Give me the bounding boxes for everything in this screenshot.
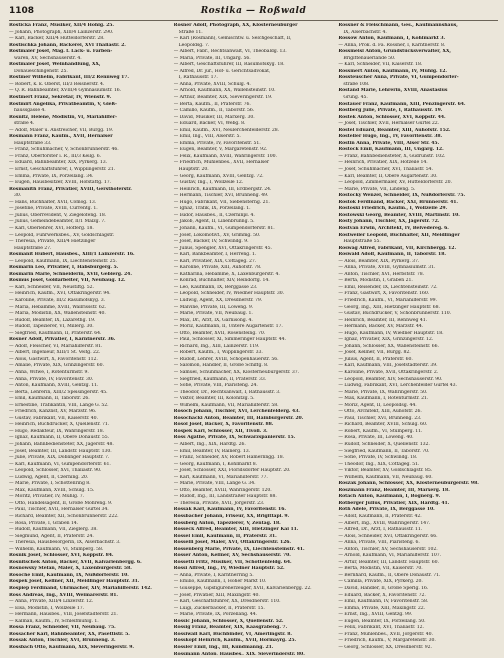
directory-entry: — Viktor, Beamter, III, Kolonitzg. 5. [173, 396, 255, 402]
directory-entry: — Josef, Bäcker, IV, Schwindg. 9. [173, 239, 249, 245]
directory-entry: — Camilla, Private, XIX, Pyrkerg. 20. [338, 579, 423, 585]
directory-entry: — Ludwig, Agent, XX, Dresdnerstr. 79. [173, 297, 263, 303]
directory-entry: — Hugo, Redakteur, IX, Währingerstr. 18. [9, 428, 105, 434]
directory-entry: — Heinrich, Beamter, III, Rennweg 41. [338, 317, 427, 323]
columns [9, 23, 498, 655]
directory-entry: — Felix, Fabrikant, XVI, Thaliastr. 12. [338, 625, 424, 631]
directory-entry: — Josefine, Private, XVIII, Currentg. 1. [9, 206, 98, 212]
directory-entry: Roszmann Franz, Beamter, III, Marxerg. 18. [338, 487, 450, 493]
directory-entry: — Julius, Gemeindebeamter, II/1 Malzg. 7. [9, 219, 106, 225]
directory-entry: — Adolf, Maler u. Anstreicher, VII, Burgg. 19. [9, 127, 114, 133]
directory-entry: Rostberg Julie, Private, I, Rathausstr. 19. [338, 108, 443, 114]
directory-entry: — Rudolf, Lehrer, XVIII, Schopenhauerstr. 56. [173, 356, 279, 362]
directory-entry: — Anton, Kaufmann, XVIII, Gentzg. 11. [9, 383, 99, 389]
directory-entry: — Georg, Schlosser, XX, Dresdnerstr. 92. [338, 644, 432, 650]
directory-entry: Donaueschingenstr. 25. [14, 68, 68, 74]
directory-entry: Grüng. 45. [343, 95, 368, 101]
directory-entry: — Rosa, Private, I, Graben 14. [9, 520, 79, 526]
directory-entry: — Emil, Ing., VIII, Alserstr. 5. [173, 134, 241, 140]
directory-entry: — Karl, Schneider, VII, Neustiftg. 52. [9, 284, 94, 290]
directory-entry: Rosochacki Anton, Beamter, III, Hainburgerstr. 20. [173, 415, 304, 421]
directory-entry: — Richard, Beamter, XII, Schönbrunnerstr. 222. [9, 514, 119, 520]
directory-entry: Hauptstraße 27. [14, 245, 52, 251]
directory-entry: — Viktor, Beamter, XV, Goldschlagstr. 85. [338, 468, 433, 474]
directory-entry: Rosoche Emil, Kaufmann, IX, Nußdorferstr. 10. [9, 572, 129, 578]
directory-entry: — Anna, Private, IV, Favoritenstr. 30. [9, 376, 94, 382]
running-title: Rostika — Roßwald [200, 6, 307, 16]
directory-entry: Rosmann Franz, Kaufm., XVII, Hernalser [9, 134, 113, 140]
directory-entry: — Karl, Privatier, XIX, Cottageg. 27. [173, 258, 257, 264]
directory-entry: Rossak Anton, Tischler, XVI, Brunneng. 3. [9, 638, 116, 644]
directory-entry: Rossa Franz, Schneider, VII, Neubaug. 75. [9, 625, 116, 631]
directory-entry: — Paul, Schlosser, XI, Simmeringer Hauptstr. 44. [173, 337, 286, 343]
directory-entry: — Franz, Mühlenbes., XVII, Jörgerstr. 40. [338, 631, 433, 637]
directory-entry: — Georg, Kaufmann, XVIII, Gentzg. 72. [173, 173, 264, 179]
directory-entry: Rosmarin Leo, Privatier, I, Habsburgerg. 5. [9, 265, 119, 271]
directory-entry: — Friedrich, Kanzlist, XV, Märzstr. 96. [9, 409, 97, 415]
directory-entry: Rosnik Josef, Schlosser, XVI, Koppstr. 84. [9, 553, 114, 559]
directory-entry: — Heinrich, Kaufmann, III, Erdbergstr. 24. [173, 186, 272, 192]
directory-entry: — Moriz, Kaufmann, II, Untere Augartenstr. 17. [173, 324, 283, 330]
directory-entry: — Rosa, Private, III, Löweng. 40. [338, 435, 414, 441]
directory-entry: — Richard, Beamter, XVIII, Schulg. 60. [338, 422, 428, 428]
page-number: 1108 [9, 6, 35, 16]
directory-entry: — Emil, Kaufmann, II, Taborstr. 26. [9, 396, 90, 402]
directory-entry: — Anna, Witwe, I, Rotenturmstr. 9. [9, 369, 89, 375]
directory-entry: — Hermann, Bäcker, XV, Märzstr. 44. [338, 324, 424, 330]
directory-entry: — Leopold, Zimmermaler, XV, Hütteldorferstr. 20. [338, 180, 452, 186]
directory-entry: — Theresia, Private, XVII, Jörgerstr. 23. [173, 500, 265, 506]
directory-entry: — Otto, Beamter, XVII, Rosensteing. 70. [173, 330, 266, 336]
directory-entry: — Friedrich, Kaufm., V, Margaretenstr. 30. [338, 638, 436, 644]
directory-entry: Rosoch Johann, Tischler, XVI, Lerchenfelderg. 43. [173, 409, 300, 415]
directory-entry: — Josef, Kellner, VII, Burgg. 82. [338, 350, 411, 356]
directory-entry: Rossner & Fleischmann, Ges., Kaufmannshaus, [338, 23, 458, 28]
directory-entry: Ross Agathe, Private, IX, Schwarzspanierstr. 15. [173, 435, 296, 441]
directory-entry: — Anna, Private, XIII/4 Linzerstr. 12. [9, 599, 94, 605]
directory-entry: — Ignaz, Privatier, XIX, Grinzingerstr. 12. [338, 337, 434, 343]
directory-entry: — Johann, Bahnbediensteter, XX, Jägerstr. 48. [9, 442, 114, 447]
directory-entry: — Otto, Beamter, XVIII, Währingerstr. 120. [173, 487, 272, 493]
directory-entry: waren, XV, Sechshauserstr. 4. [14, 55, 82, 61]
directory-entry: — Hermann, Tischler, XVI, Brunneng. 49. [173, 193, 269, 199]
directory-entry: — Bernhard, Kaufm., II, Obere Donaustr. 71. [338, 572, 441, 578]
directory-entry: Rossig Franz, Beamter, XIX, Kaasgrabeng. 7. [173, 625, 288, 631]
directory-entry: — Emilio, Kaufmann, I, Hoher Markt 10. [173, 579, 267, 585]
directory-entry: Roszak Johann, Schlosser, XX, Klosterneuburgerstr. 98. [338, 481, 479, 487]
directory-entry: — Julius, Agent, II, Praterstr. 60. [338, 356, 413, 362]
directory-entry: Rostocky Wenzel, Schneider, IX, Nußdorferstr. 75. [338, 193, 466, 199]
directory-entry: — Theresia, Private, XIII/4 Hietzinger [9, 239, 96, 245]
directory-entry: — Leopold, Schneider, IV, Wiedner Hauptstr. 30. [173, 291, 285, 297]
directory-entry: — Max, Kaufmann, I, Rotenturmstr. 21. [338, 396, 429, 402]
directory-entry: — Anna, Prok. d. Fa. Rossner, I, Kärntnerstr. 8. [338, 42, 446, 48]
directory-entry: — Q. R. Bahnbeamter, XVIII/4 Gymnasiumstr. 16. [9, 88, 122, 94]
directory-entry: — Max, Dr., Arzt, IX, Garnisong. 4. [173, 317, 253, 323]
directory-entry: Rossenberg Marie, Private, IX, Liechtensteinstr. 41. [173, 546, 305, 552]
directory-entry: Rostvan Erwin, Architekt, IV, Belvedereg. 6. [338, 225, 449, 231]
directory-entry: — Franz, Schuhmacher, V, Schönbrunnerstr. 46. [9, 147, 119, 153]
directory-entry: Rossbach Otto, Kaufmann, XIX, Sieveringerstr. 9. [9, 644, 134, 650]
directory-entry: Rosselli Josef, Maler, XVI, Ottakringerstr. 126. [173, 540, 291, 546]
directory-entry: Rostischka Johann, Bäckerei, XVI Thaliastr. 2. [9, 42, 126, 48]
directory-entry: — Emil, Beamter, IV, Rainerg. 13. [173, 448, 251, 454]
directory-entry: — Alois, Beamter, XIX, Pyrkerg. 37. [338, 258, 420, 264]
directory-entry: — David, Händler, II, Große Sperlg. 16. [338, 586, 429, 592]
directory-entry: — Elsa, Modistin, I, Wollzeile 17. [9, 605, 85, 611]
directory-entry: Rosskopf Heinrich, Kaufm., XVII, Hormayrg. 25. [173, 638, 297, 644]
directory-entry: Rosner Adolf, Photograph, XX, Klosterneuburger [173, 23, 298, 28]
directory-entry: Rospek Karl, Schlosser, XII, Tivoli. 3. [173, 428, 268, 434]
directory-entry: — Leo, Kaufmann, IX, Berggasse 23. [173, 284, 258, 290]
directory-entry: — Josef, Tischler, XVII, Hernalser Gürtel 22. [338, 121, 440, 127]
directory-entry: Rostowski Georg, Beamter, XVIII, Martinstr. 10. [338, 212, 460, 218]
directory-entry: — Albert, Ing., XVIII, Währingerstr. 147. [338, 520, 431, 526]
directory-entry: — Emil, Kaufmann, IV, Favoritenstr. 58. [338, 599, 429, 605]
directory-entry: — Ludwig, Agent, II, Czerning. 20. [9, 474, 89, 480]
directory-entry: Hauptstr. 20. [178, 167, 209, 173]
directory-entry: — Franz, Schneider, XV, Robert Hamerlingg. 18. [173, 455, 285, 461]
column-3 [338, 23, 498, 655]
directory-entry: — Theodor, Ing., XIX, Cottageg. 51. [338, 461, 420, 467]
directory-entry: Rostmert Franz, Sekretär, IV, Wienstr. 9. [9, 95, 112, 101]
directory-entry: — Heinrich, Buchdrucker, X, Quellenstr. 71. [9, 422, 110, 428]
directory-entry: — Anton, Tischler, XV, Sechshauserstr. 102. [338, 546, 438, 552]
directory-entry: — Gustav, Fabrikant, VII, Kaiserstr. 40. [9, 415, 98, 421]
directory-entry: — Marie, Private, VII, Lindeng. 5. [338, 186, 416, 192]
directory-entry: — Julius, Spengler, XVI, Ottakringerstr. 45. [173, 245, 272, 251]
directory-entry: — Karoline, Private, XIII, Auhofstr. 78. [173, 265, 262, 271]
directory-entry: — Karl, Bankbeamter, I, Herreng. 1. [173, 252, 257, 258]
directory-entry: Rossel Emil, Kaufmann, II, Praterstr. 31. [173, 533, 277, 539]
directory-entry: — Josef, Schlosser, XXI, Floridsdorfer Hauptstr. 20. [173, 468, 291, 474]
directory-entry: — Georg, Ing., XIII, Hietzinger Hauptstr. 68. [338, 304, 440, 310]
directory-entry: — Johann, Schlosser, XX, Wallensteinstr. 66. [338, 343, 439, 349]
directory-entry: — Gustav, Ing., I, Wollzeile 12. [173, 180, 244, 186]
directory-entry: — Albert, Fabr., Rechtsanwalt, VI, Theobaldg. 13. [173, 49, 287, 55]
directory-entry: — Julie, Private, XIX, Döblinger Hauptstr. 7. [9, 455, 110, 461]
directory-entry: — Johann, Kaufm., VI, Gumpendorferstr. 81. [173, 225, 275, 231]
directory-entry: — Maria, Hebamme, XVIII, Wallrissstr. 62. [9, 304, 106, 310]
directory-entry: Rosty Johann, Tischler, XX, Jägerstr. 72. [338, 219, 440, 225]
directory-entry: — Felix, Kaufmann, XVIII, Währingerstr. 100. [173, 153, 277, 159]
directory-entry: Rossteuscher Anna, Private, VI, Gumpendorfer- [338, 75, 459, 81]
directory-entry: Straße 11. [178, 29, 203, 35]
directory-entry: — Otto, Handelsagent, II, Große Mohreng. 9. [9, 500, 113, 506]
directory-entry: — Arnold, Kaufmann, VI, Mariahilferstr. 107. [338, 553, 441, 559]
directory-entry: — Konrad, Buchhalter, XIV, Reindorfg. 14. [173, 278, 270, 284]
directory-entry: Rossbacher Johann, Friseur, XX, Brigittapl. 9. [173, 514, 290, 520]
directory-entry: — Maria, Modistin, XX, Wallensteinstr. 40. [9, 311, 106, 317]
directory-entry: haussgasse 4. [14, 108, 46, 114]
directory-entry: Rosser Anton, Kellner, XV, Sechshauserstr. 70. [173, 553, 291, 559]
directory-entry: — Adolf, Fleischer, VI, Mariahilferstr. 81. [9, 343, 103, 349]
directory-entry: — Moriz, Agent, II, Leopoldsg. 44. [338, 402, 417, 408]
directory-entry: Rosnitz, Helene, Modistin, VI, Mariahilfer- [9, 114, 117, 120]
directory-entry: — Marie, Private, VII, Neubaug. 1. [173, 311, 253, 317]
directory-entry: — Siegfried, Kaufmann, II, Taborstr. 70. [338, 448, 430, 454]
directory-entry: — Robert, Kaufm., VI, Stumperg. 11. [338, 428, 423, 434]
directory-entry: — Arnold, Kaufmann, XX, Wallensteinstr. 10. [173, 88, 276, 94]
directory-entry: Rostauer Franz, Kaufmann, XIII, Penzingerstr. 64. [338, 101, 466, 107]
directory-entry: — Josef, Beamter, III, Landstr. Hauptstr. 130. [9, 448, 112, 454]
directory-entry: — Moritz, Privatier, IV, Mühlg. 7. [9, 494, 84, 500]
directory-entry: — Ignaz, Kaufmann, II, Obere Donaustr. 55. [9, 435, 110, 441]
directory-entry: — Heinrich, Kaufm., XVI, Ottakringerstr. 94. [9, 291, 111, 297]
directory-entry: Rosmus Josef, Goldarbeiter, VII, Neubaug. 12. [9, 278, 126, 284]
directory-entry: — Malvine, Private, III, Löweng. 9. [173, 304, 254, 310]
directory-entry: Rossak Karl, Kaufmann, IV, Favoritenstr. 16. [173, 507, 286, 513]
directory-entry: Ross Andreas, Ing., XVIII, Weimarerstr. 81. [9, 592, 118, 598]
directory-entry: — Salomon, Händler, II, Große Schiffg. 8. [173, 363, 269, 369]
directory-entry: — Alfred, Dr., Arzt, I, Rathausstr. 11. [338, 527, 423, 533]
directory-entry: — Ernst, Geschäftsführer, I, Wipplingerstr. 21. [9, 167, 115, 173]
directory-entry: Rossler Emil, Ing., III, Kundmanng. 21. [173, 644, 274, 650]
directory-entry: straße 4. [14, 121, 35, 127]
directory-entry: Rosol Josef, Bäcker, X, Favoritenstr. 88. [173, 422, 274, 428]
directory-entry: — Hermann, Hausbes., VIII, Josefstädterstr. 21. [9, 612, 118, 618]
directory-entry: — Siegfried, Kaufmann, II, Praterstr. 33. [173, 376, 267, 382]
directory-entry: — Karl, Geschäftsführer, XX, Dresdnerstr. 110. [173, 599, 281, 605]
directory-entry: Rossmert Anton, Kaufmann, IV, Mühlg. 12. [338, 68, 447, 74]
directory-entry: — Gustav, Buchdrucker, V, Schönbrunnerstr. 110. [338, 311, 452, 317]
directory-entry: — Karl (Rosmann), Gemischtw. u. Selchgeschäft, II, [173, 36, 292, 42]
directory-entry: — Giuseppe, Gipsfigurenerzeuger, XVII, Kalvarienbergg. 22. [173, 586, 312, 592]
directory-entry: — Emma, Private, IV, Favoritenstr. 51. [173, 140, 261, 146]
directory-entry: Rossic Johann, Schlosser, X, Quellenstr. 52. [173, 618, 284, 624]
directory-entry: — Sofie, Private, VIII, Piaristeng. 24. [173, 383, 258, 389]
directory-entry: — Rudolf, Beamter, IX, Lazarethg. 19. [9, 317, 96, 323]
directory-entry: — Hans, Buchhalter, XVII, Comög. 13. [9, 199, 97, 205]
directory-entry: Rostička Franz, Musiker, XII/4 Hohlg. 25. [9, 23, 114, 28]
directory-entry: — Rudolf, Ing., III, Landstraßer Hauptstr. 88. [173, 494, 277, 500]
directory-entry: — Anna, Private, I, Kärntnerring 5. [173, 572, 254, 578]
directory-entry: — Albert, Ing., XIX, Hardtg. 26. [173, 442, 246, 447]
directory-entry: — Theresia, Hausbesorgerin, IX, Alserbachstr. 3. [9, 540, 121, 546]
directory-entry: Rosnowsky Stefan, Maler, X, Laxenburgerstr. 58. [9, 566, 132, 572]
directory-entry: Rostok Ferdinand, Bäcker, XXI, Brünnerstr. 41. [338, 199, 458, 205]
directory-entry: — Marie, Private, IX, Währingerstr. 50. [338, 389, 428, 395]
directory-entry: — Theodor, Dr., Rechtsanwalt, I, Rathausstr. 3. [173, 389, 281, 395]
directory-entry: — Arthur, Beamter, XIX, Sieveringerstr. 19. [173, 95, 273, 101]
column-1 [9, 23, 169, 655]
directory-entry: Rostweiler Leopold, Buchhalter, XII, Meidlinger [338, 232, 460, 238]
directory-entry: — Leopold, Kaufmann, IX, Liechtensteinstr. 25. [9, 258, 117, 264]
directory-entry: — Rudolf, Schneider, X, Quellenstr. 132. [338, 442, 430, 447]
directory-entry: — Albert, Geschäftsführer, III, Rasumofskyg. 18. [173, 62, 285, 68]
directory-entry: Rosmanit Hubert, Hausbes., XIII/1 Lainzerstr. 16. [9, 252, 135, 258]
directory-entry: — Franz, Bahnbediensteter, X, Gudrunstr. 102. [338, 153, 446, 159]
directory-entry: Hauptstraße 33. [14, 140, 52, 146]
directory-entry: — Karl, Bäcker, XIII/4 Hütteldorferstr. 28. [9, 36, 105, 42]
directory-entry: Brigittenauerlände 50. [343, 55, 396, 61]
directory-entry: 30. [14, 193, 22, 199]
directory-entry: — Ignaz, Trafik, IX, Porzellang. 1. [173, 206, 251, 212]
directory-entry: Rosner Adolf, Privatier, I, Kärntnerstr. 36. [9, 337, 116, 343]
directory-entry: Rossmeisl Anton, Grundstücksverwalter, XX, [338, 49, 451, 55]
directory-entry: — Karl, Beamter, II, Obere Augartenstr. 30. [338, 173, 438, 179]
directory-entry: — Friedrich, Kaufm., VI, Mariahilferstr. 99. [338, 297, 437, 303]
directory-entry: — Sofie, Private, IV, Schwindg. 18. [338, 455, 418, 461]
directory-entry: — Wilhelm, Kaufmann, VI, Stumperg. 58. [9, 546, 104, 552]
directory-entry: — Leopold, Fuhrwerksbes., XV, Goldschlagstr. [9, 232, 115, 238]
directory-entry: Rossi Alfred, Ing., IV, Wiedner Hauptstr. 52. [173, 566, 285, 572]
directory-entry: Rotberger Julius, Privatier, XIX, Hardtg. 41. [338, 500, 450, 506]
directory-entry: Hauptstraße 55. [343, 239, 381, 245]
directory-entry: — Karl, Kaufmann, VI, Mariahilferstr. 77. [173, 474, 268, 480]
directory-entry: — Ludwig, Fabrikant, XVI, Lerchenfelder Gürtel 43. [338, 383, 457, 389]
directory-entry: Rossacher Karl, Bahnbeamter, XX, Pasettistr. 5. [9, 631, 130, 637]
directory-entry: — Berta, Kaufm., II, Praterstr. 76. [173, 101, 251, 107]
directory-entry: — Franz, Gastwirt, X, Favoritenstr. 160. [338, 291, 430, 297]
directory-entry: — Emil, Kaufm., XVI, Neulerchenfelderstr. 28. [173, 127, 280, 133]
directory-entry: Rossow Anton, Kaufmann, I, Kohlmarkt 3. [338, 36, 446, 42]
directory-entry: — Anna, Private, XVIII, Gymnasiumstr. 31. [338, 265, 436, 271]
directory-entry: Rostel Eduard, Beamter, XIII, Auhofstr. 152. [338, 127, 451, 133]
directory-entry: — Max, Kaufmann, XVIII, Schulg. 15. [9, 487, 95, 493]
directory-entry: — Siegfried, Kaufmann, II, Praterstr. 64. [9, 330, 102, 336]
directory-entry: — Eduard, Bäcker, VI, Webg. 8. [173, 121, 246, 127]
directory-entry: Rospek Josef, Kellner, XII, Meidlinger Hauptstr. 31. [9, 579, 140, 585]
directory-entry: — Karoline, Private, XVII, Ottakringerstr. 2. [338, 369, 439, 375]
directory-entry: I, Rathausstr. 17. [178, 75, 218, 81]
directory-entry: — Ernestine, Trafikantin, VIII, Lange G. 52. [9, 402, 109, 408]
directory-entry: — Hugo, Kaufmann, IV, Wiedner Hauptstr. 18. [338, 330, 444, 336]
directory-entry: — Franz, Oberförster i. R., III/3 Keilg. 6. [9, 153, 101, 159]
directory-entry: — Anna, Private, VIII, Piaristeng. 6. [338, 540, 420, 546]
directory-entry: — Karl, Kaufmann, VIII, Josefstädterstr. 39. [338, 363, 438, 369]
directory-entry: — Marie, Private, VIII, Lange G. 34. [173, 481, 256, 487]
directory-entry: — Josef, Schuhmacher, XVI, Thaliastr. 54. [338, 167, 433, 173]
directory-entry: Rostand Marie, Lehrerin, XVIII, Anastasius [338, 88, 448, 94]
directory-entry: — Berta, Modistin, VII, Kaiserstr. 70. [338, 566, 423, 572]
directory-entry: — Marie, Private, IX, Porzellang. 44. [173, 612, 258, 618]
directory-entry: — Eduard, Bahnbeamter, XIX, Pyrkerg. 13. [9, 160, 108, 166]
directory-entry: Roswag Alfred, Fabrikant, VII, Kirchbergg. 12. [338, 245, 457, 251]
page-header [9, 6, 498, 21]
directory-entry: — Emma, Private, IX, Porzellang. 34. [9, 173, 94, 179]
directory-entry: — Josef, Lokomotivf., XV, Grimmg. 50. [173, 232, 261, 238]
directory-entry: Rosmanith Franz, Privatier, XVIII, Gersthoferstr. [9, 186, 132, 192]
directory-entry: — Alois, Schneider, XVI, Ottakringerstr. 66. [338, 533, 438, 539]
directory-entry: — Heinrich, Privatier, XIX, Hofzeile 14. [338, 160, 428, 166]
directory-entry: Rostmaier Josef, Mag. f. Lack- u. Farben- [9, 49, 113, 55]
directory-entry: — Anton, Tischler, XVI, Herbststr. 78. [338, 271, 424, 277]
directory-entry: — Emma, Private, XIII, Maxingstr. 22. [338, 605, 426, 611]
directory-entry: Rossetti Fritz, Musiker, VII, Schottenfeldg. 64. [173, 559, 292, 565]
directory-entry: Rossberg Anton, Tapezierer, V, Zentag. 18. [173, 520, 281, 526]
directory-entry: Rostoski Friedrich, Kaufm., I, Wollzeile 29. [338, 206, 448, 212]
directory-entry: — Eduard, Bäcker, X, Favoritenstr. 72. [338, 592, 426, 598]
directory-entry: Rostek Anton, Schlosser, XVI, Koppstr. 44. [338, 114, 446, 120]
directory-entry: — Camillo, Kaufm., II, Taborstr. 56. [173, 108, 255, 114]
directory-entry: — Marie, Private, I, Schottenring 8. [9, 481, 91, 487]
directory-entry: — Emil, Reisender, IX, Liechtensteinstr. 72. [338, 284, 438, 290]
directory-entry: — Artur, Beamter, III, Landstr. Hauptstr. 60. [338, 559, 439, 565]
directory-entry: — Hugo, Fabrikant, VII, Siebensterng. 21. [173, 199, 270, 205]
directory-entry: — Julius, Oberrevident, V, Ziegelofeng. 18. [9, 212, 107, 218]
directory-entry: — Albert, Ingenieur, XIII/1 St. Veitg. 22. [9, 350, 101, 356]
directory-entry: IX, Alserbachstr. 4. [343, 29, 387, 35]
directory-entry: — Georg, Kaufmann, I, Kohlmarkt 8. [173, 461, 257, 467]
directory-entry: — Maria, Private, III, Ungarg. 56. [173, 55, 251, 61]
directory-entry: Rostin Anna, Private, VIII, Alser Str. 45. [338, 140, 440, 146]
directory-entry: — Leopold, Schlosser, XVI, Thaliastr. 90. [9, 468, 102, 474]
directory-entry: — Richard, Ing., XIII, Lainzerstr. 119. [173, 343, 260, 349]
directory-entry: — Robert, Kaufm., I, Wipplingerstr. 33. [173, 350, 263, 356]
directory-entry: — Eugen, Hausbesitzer, XVIII, Hofstattg. 17. [9, 180, 112, 186]
directory-entry: Rotach Anton, Kaufmann, I, Bognerg. 9. [338, 494, 441, 500]
directory-entry: — Leopold, Beamter, XIV, Sechshauserstr. 90. [338, 376, 443, 382]
directory-entry: Rosteller Hugo, Ing., IV, Favoritenstr. 38. [338, 134, 443, 140]
directory-entry: — Isidor, Hausbes., II, Czerninpl. 4. [173, 212, 255, 218]
directory-entry: — Paul, Tischler, XVI, Brunneng. 23. [338, 415, 422, 421]
directory-entry: Leopoldsg. 7. [178, 42, 210, 48]
directory-entry: Rosmarin Marie, Schneiderin, XVII, Geblerg. 24. [9, 271, 132, 277]
directory-entry: Rospiep Ferdinand, Uhrmacher, XIV, Mariahilferstr. 142. [9, 586, 152, 592]
directory-entry: — Eugen, Beamter, V, Margaretenstr. 92. [173, 147, 268, 153]
directory-entry: Roth Adele, Private, IX, Berggasse 10. [338, 507, 435, 513]
directory-entry: — Friedrich, Mühlenbes., XVII, Hernalser [173, 160, 270, 166]
directory-entry: — Josef, Privatier, XIII, Maxingstr. 40. [173, 592, 260, 598]
directory-entry: Rostmer Wilhelm, Fabrikant, III/2 Rennweg 17. [9, 75, 129, 81]
directory-entry: — Otto, Architekt, XIII, Auhofstr. 26. [338, 409, 422, 415]
directory-entry: — Eugen, Beamter, IX, Porzellang. 50. [338, 618, 426, 624]
directory-entry: Rostmirt Angelika, Privatbeamtin, V, Gieß- [9, 101, 117, 107]
directory-entry: — Anna, Private, XVIII, Schulg. 4. [173, 81, 251, 87]
directory-entry: — Kalman, Kaufm., IV, Schleifmühlg. 1. [9, 618, 99, 624]
directory-entry: — Adolf, Kaufmann, II, Praterstr. 42. [338, 514, 422, 520]
directory-entry: — Luigi, Zuckerbäcker, II, Praterstr. 15. [173, 605, 265, 611]
directory-entry: Rosseck Alfred, Beamter, XIII, Hietzinger Kai 11. [173, 527, 299, 533]
directory-entry: — Karl, Schneider, VII, Kaiserstr. 18. [338, 62, 423, 68]
directory-entry: Rostmaier Josef, Weinhandlung, XX, [9, 62, 101, 68]
directory-entry: — Alfred, Dr. jur., Hof- u. Gerichtsadvokat, [173, 68, 271, 74]
directory-entry: — Karl, Kaufmann, VI, Gumpendorferstr. 61. [9, 461, 111, 467]
directory-entry: — Johann, Photograph, XIII/4 Lainzerstr. 290. [9, 29, 114, 35]
directory-entry: — Wilhelm, Kaufmann, VII, Mariahilferstr. 58. [173, 402, 279, 408]
directory-entry: — Berta, Lehrerin, XIII/2 Speisingerstr. 45. [9, 389, 108, 395]
directory-entry: — Rudolf, Tapezierer, VI, Millerg. 30. [9, 324, 94, 330]
directory-entry: — Berta, Modistin, I, Graben 21. [338, 278, 413, 284]
directory-entry: — Amalie, Private, XIX, Grinzingerstr. 60. [9, 363, 104, 369]
directory-entry: — David, Musiker, III, Marxerg. 30. [173, 114, 255, 120]
directory-entry: Rossiwall Karl, Buchbinder, VI, Amerlingstr. 8. [173, 631, 292, 637]
directory-entry: — Rudolf, Kaufmann, VII, Zieglerg. 38. [9, 527, 98, 533]
directory-entry: — Paul, Tischler, XVII, Hernalser Gürtel 34. [9, 507, 109, 513]
directory-entry: — Siegmund, Agent, II, Praterstr. 24. [9, 533, 94, 539]
directory-entry: — Karl, Oberlehrer, XVI, Hofferg. 18. [9, 225, 94, 231]
directory-entry: straße 108. [343, 81, 370, 87]
directory-entry: — Karoline, Private, III/2 Rasumofskyg. 3. [9, 297, 105, 303]
directory-entry: — Katharina, Hebamme, X, Laxenburgerstr. 4. [173, 271, 280, 277]
directory-entry: Rostock Emil, Kaufmann, III, Ungarg. 12. [338, 147, 444, 153]
directory-entry: Rosnitschek Anton, Bäcker, XVII, Kalvarienbergg. 6. [9, 559, 142, 565]
directory-entry: — Robert, k. k. Oberst, III/3 Reisnerstr. 4. [9, 81, 105, 87]
directory-entry: — Wilhelm, Kaufmann, VII, Neubaug. 60. [338, 474, 433, 480]
directory-entry: — Ernst, Ing., XVIII, Gentzg. 99. [338, 612, 413, 618]
directory-entry: — Alois, Gastwirt, X, Favoritenstr. 112. [9, 356, 98, 362]
directory-entry: — Samuel, Schuhmacher, XX, Klosterneuburgerstr. 37. [173, 369, 299, 375]
directory-entry: — Jakob, Agent, II, Lilienbrunng. 5. [173, 219, 255, 225]
directory-entry: Roswald Adolf, Kaufmann, II, Taborstr. 18. [338, 252, 446, 258]
column-2 [174, 23, 334, 655]
directory-entry: Rossmann Anton, Hausbes., XIX, Sieveringerstr. 80. [173, 651, 305, 655]
